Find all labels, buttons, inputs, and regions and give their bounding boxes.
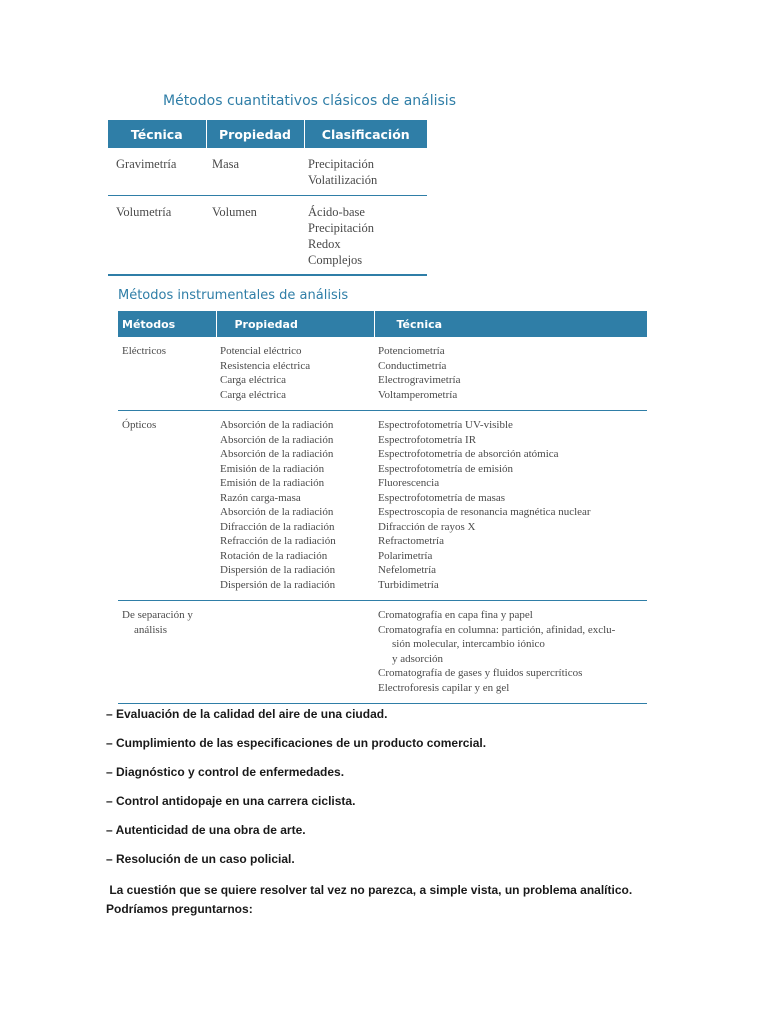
cell-method <box>118 601 216 704</box>
property-line: Difracción de la radiación <box>220 520 335 533</box>
property-line: Carga eléctrica <box>220 374 287 386</box>
table-row <box>108 196 427 276</box>
technique-line: Cromatografía de gases y fluidos supercríticos <box>378 667 583 679</box>
classification-line: Complejos <box>308 253 363 267</box>
cell-method: Ópticos <box>118 411 216 601</box>
cell-property: Masa <box>206 148 304 196</box>
property-line: Dispersión de la radiación <box>220 578 336 591</box>
classification-line: Precipitación <box>308 157 374 171</box>
technique-line: Conductimetría <box>378 359 447 372</box>
table-row <box>108 148 427 196</box>
cell-technique: Gravimetría <box>108 148 206 196</box>
header-metodos: Métodos <box>118 311 216 337</box>
technique-line: Espectrofotometría UV-visible <box>378 419 513 431</box>
technique-line: Espectrofotometría IR <box>378 433 477 446</box>
cell-technique: Volumetría <box>108 196 206 276</box>
cell-properties <box>216 337 374 411</box>
closing-line: Podríamos preguntarnos: <box>106 902 253 916</box>
method-line: análisis <box>134 623 167 636</box>
cell-properties <box>216 601 374 704</box>
property-line: Potencial eléctrico <box>220 345 302 357</box>
classical-methods-table <box>108 120 427 276</box>
table-row-separacion <box>118 601 647 704</box>
technique-line: Polarimetría <box>378 549 433 562</box>
technique-line: Electrogravimetría <box>378 374 461 386</box>
cell-classification <box>304 148 427 196</box>
bullet-paragraph: – Control antidopaje en una carrera ciclista. <box>106 794 356 808</box>
table-row-opticos <box>118 411 647 601</box>
header-tecnica: Técnica <box>108 120 206 148</box>
technique-line: Espectroscopia de resonancia magnética nuclear <box>378 506 591 518</box>
technique-line: Nefelometría <box>378 564 437 576</box>
bullet-paragraph: – Cumplimiento de las especificaciones de un producto comercial. <box>106 736 487 750</box>
technique-line: Espectrofotometría de masas <box>378 491 506 504</box>
property-line: Absorción de la radiación <box>220 419 334 431</box>
property-line: Absorción de la radiación <box>220 506 334 518</box>
technique-line: Potenciometría <box>378 345 445 357</box>
bullet-paragraph: – Autenticidad de una obra de arte. <box>106 823 306 837</box>
header-tecnica: Técnica <box>374 311 647 337</box>
header-propiedad: Propiedad <box>216 311 374 337</box>
cell-techniques <box>374 411 647 601</box>
technique-line: Espectrofotometría de absorción atómica <box>378 448 559 460</box>
property-line: Razón carga-masa <box>220 491 301 504</box>
classification-line: Ácido-base <box>308 205 365 219</box>
bullet-paragraph: – Diagnóstico y control de enfermedades. <box>106 765 345 779</box>
classification-line: Redox <box>308 237 341 251</box>
method-line: De separación y <box>122 609 193 621</box>
property-line: Absorción de la radiación <box>220 433 334 446</box>
table2-title: Métodos instrumentales de análisis <box>118 288 349 303</box>
technique-line: Cromatografía en columna: partición, afinidad, exclu- <box>378 623 616 636</box>
property-line: Absorción de la radiación <box>220 448 334 460</box>
closing-paragraph <box>106 881 632 919</box>
property-line: Refracción de la radiación <box>220 535 336 547</box>
technique-line: Difracción de rayos X <box>378 520 476 533</box>
bullet-paragraph: – Evaluación de la calidad del aire de una ciudad. <box>106 707 388 721</box>
property-line: Rotación de la radiación <box>220 549 328 562</box>
technique-line: Refractometría <box>378 535 444 547</box>
technique-line: Espectrofotometría de emisión <box>378 462 514 475</box>
closing-line: La cuestión que se quiere resolver tal vez no parezca, a simple vista, un problema analítico. <box>106 883 633 897</box>
cell-techniques <box>374 601 647 704</box>
property-line: Resistencia eléctrica <box>220 359 311 372</box>
table-row-electricos <box>118 337 647 411</box>
header-clasificacion: Clasificación <box>304 120 427 148</box>
table1-title: Métodos cuantitativos clásicos de análisis <box>163 93 456 109</box>
cell-properties <box>216 411 374 601</box>
classification-line: Precipitación <box>308 221 374 235</box>
technique-line: Cromatografía en capa fina y papel <box>378 609 533 621</box>
instrumental-methods-table <box>118 311 647 704</box>
bullet-paragraph: – Resolución de un caso policial. <box>106 852 295 866</box>
cell-techniques <box>374 337 647 411</box>
property-line: Carga eléctrica <box>220 388 287 401</box>
cell-method: Eléctricos <box>118 337 216 411</box>
technique-line: sión molecular, intercambio iónico <box>392 638 545 650</box>
technique-line: Fluorescencia <box>378 477 440 489</box>
technique-line: y adsorción <box>392 652 444 665</box>
property-line: Dispersión de la radiación <box>220 564 336 576</box>
technique-line: Voltamperometría <box>378 388 458 401</box>
header-propiedad: Propiedad <box>206 120 304 148</box>
technique-line: Turbidimetría <box>378 578 439 591</box>
classification-line: Volatilización <box>308 173 378 187</box>
technique-line: Electroforesis capilar y en gel <box>378 681 510 694</box>
property-line: Emisión de la radiación <box>220 462 325 475</box>
property-line: Emisión de la radiación <box>220 477 325 489</box>
cell-property: Volumen <box>206 196 304 276</box>
cell-classification <box>304 196 427 276</box>
